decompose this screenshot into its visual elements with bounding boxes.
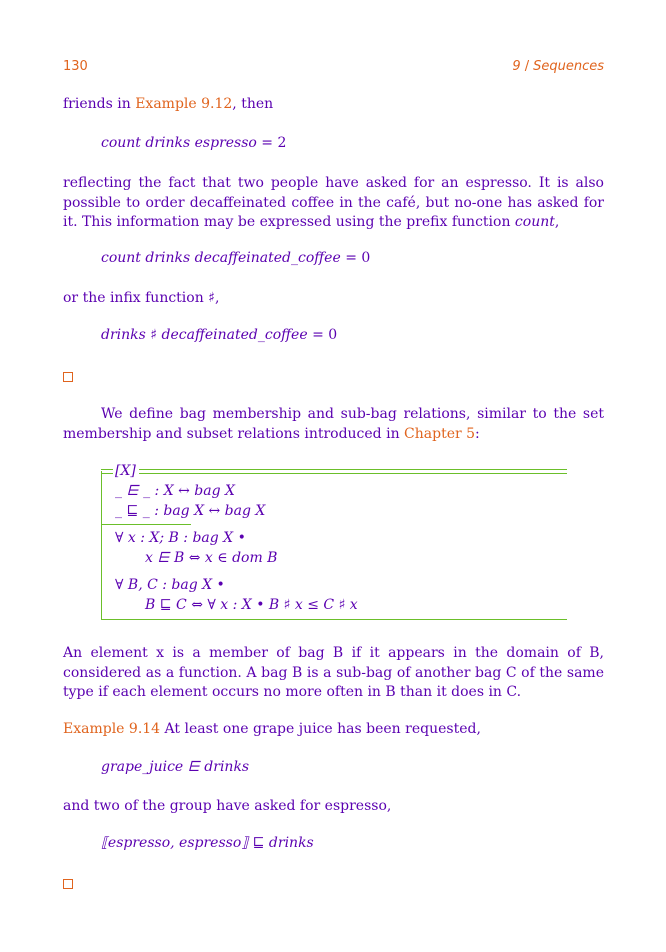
equation-count-espresso: count drinks espresso = 2 [101,135,287,151]
end-of-example-marker-2 [63,879,73,889]
paragraph-espresso: and two of the group have asked for espresso, [63,798,392,814]
chapter-title: Sequences [533,59,604,74]
paragraph-infix: or the infix function ♯, [63,290,220,306]
equation-infix-decaf: drinks ♯ decaffeinated_coffee = 0 [101,327,338,343]
schema-predicate-1-quantifier: ∀ x : X; B : bag X • [115,530,246,546]
equation-subbag-espresso: ⟦espresso, espresso⟧ ⊑ drinks [101,835,314,851]
schema-predicate-1-body: x ⋿ B ⇔ x ∈ dom B [145,550,278,566]
equation-grape-juice: grape_juice ⋿ drinks [101,759,250,775]
schema-predicate-2-body: B ⊑ C ⇔ ∀ x : X • B ♯ x ≤ C ♯ x [145,597,358,613]
page-number: 130 [63,59,88,74]
end-of-example-marker [63,372,73,382]
equation-count-decaf: count drinks decaffeinated_coffee = 0 [101,250,371,266]
paragraph-reflecting: reflecting the fact that two people have asked for an espresso. It is also possible to order decaffeinated coffee in the café, but no-one has asked for it. This information may be expressed using the prefix function count, [63,175,604,230]
schema-predicate-2-quantifier: ∀ B, C : bag X • [115,577,225,593]
example-label: Example 9.14 [63,721,161,737]
running-header: 9 / Sequences [512,59,604,74]
generic-definition-schema [101,462,567,622]
paragraph-element-member: An element x is a member of bag B if it appears in the domain of B, considered as a function. A bag B is a sub-bag of another bag C of the same type if each element occurs no more often in B than it does in C. [63,645,604,700]
example-link[interactable]: Example 9.12 [135,96,233,112]
schema-declaration-subbag: _ ⊑ _ : bag X ↔ bag X [115,503,266,519]
schema-declaration-membership: _ ⋿ _ : X ↔ bag X [115,483,235,499]
example-heading: Example 9.14 At least one grape juice has been requested, [63,721,481,737]
paragraph-friends: friends in Example 9.12, then [63,96,274,112]
schema-generic-parameter: [X] [115,463,136,479]
chapter-number: 9 [512,59,521,74]
chapter-link[interactable]: Chapter 5 [404,425,476,442]
paragraph-bag-membership: We define bag membership and sub-bag relations, similar to the set membership and subset relations introduced in Chapter 5: [63,406,604,442]
